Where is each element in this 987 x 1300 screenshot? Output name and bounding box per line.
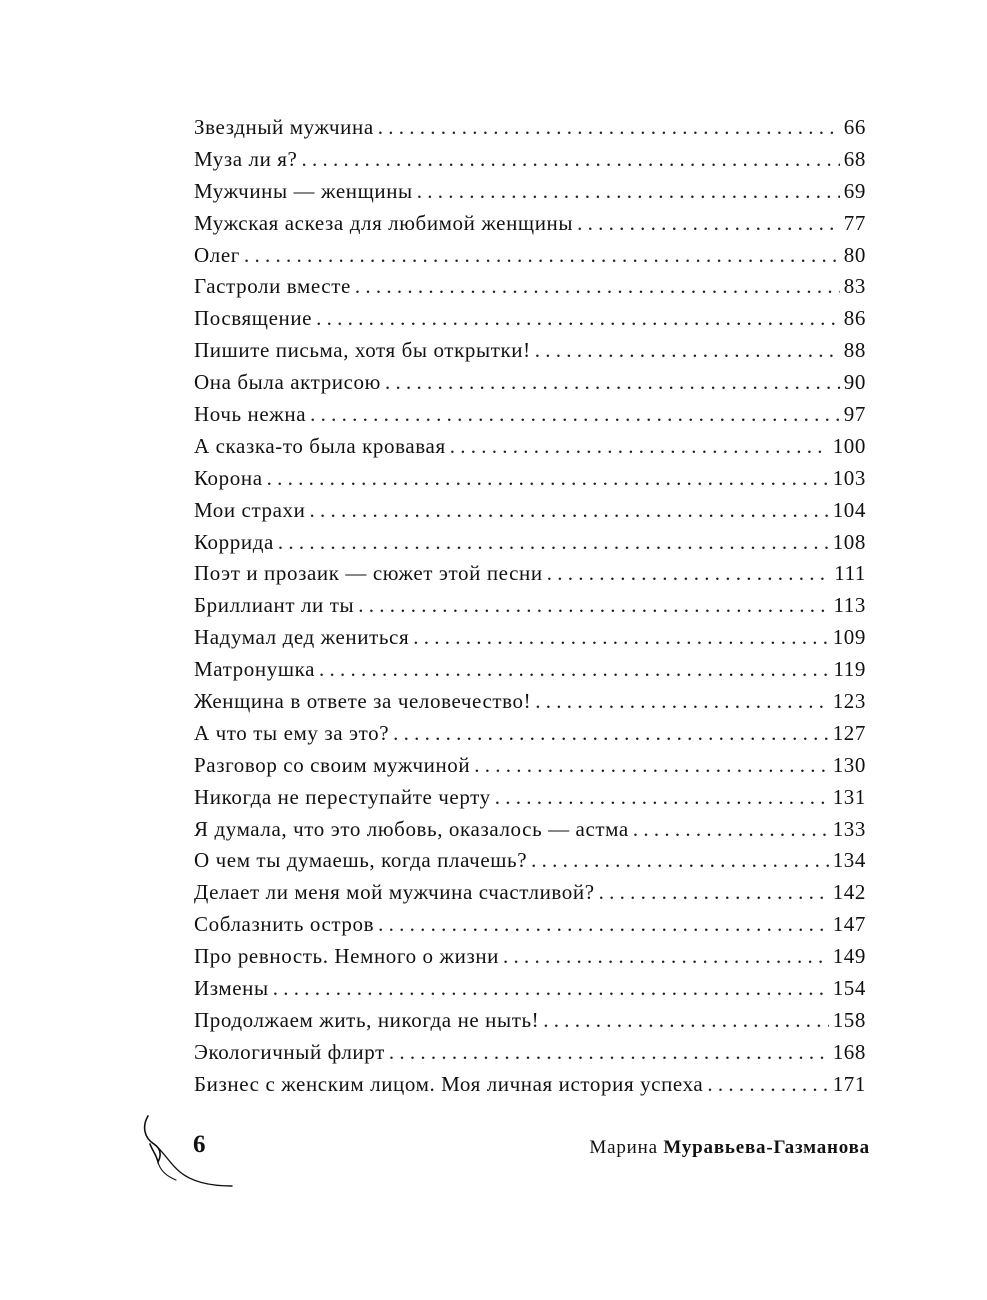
toc-entry-leader-dots [355,271,840,303]
toc-entry-page-number: 171 [832,1071,866,1096]
toc-entry-leader-dots [358,590,829,622]
toc-entry [194,367,866,399]
toc-entry [194,399,866,431]
toc-entry-title: О чем ты думаешь, когда плачешь? [194,848,528,873]
toc-entry [194,527,866,559]
toc-entry [194,271,866,303]
toc-entry-leader-dots [378,112,840,144]
toc-entry [194,176,866,208]
toc-entry-page-number: 142 [832,880,866,905]
toc-entry-title: Делает ли меня мой мужчина счастливой? [194,880,595,905]
toc-entry-leader-dots [278,527,829,559]
toc-entry-leader-dots [244,240,840,272]
toc-entry [194,845,866,877]
toc-entry-page-number: 100 [832,433,866,458]
toc-entry-leader-dots [503,941,829,973]
toc-entry-page-number: 90 [843,370,866,395]
toc-entry-leader-dots [474,750,828,782]
toc-entry-leader-dots [577,208,840,240]
toc-entry-page-number: 104 [832,497,866,522]
toc-entry [194,208,866,240]
toc-entry-leader-dots [535,686,828,718]
toc-entry-page-number: 133 [832,816,866,841]
toc-entry-page-number: 130 [832,752,866,777]
toc-entry-page-number: 131 [832,784,866,809]
toc-entry [194,144,866,176]
toc-entry-title: Коррида [194,529,274,554]
toc-entry-page-number: 108 [832,529,866,554]
toc-entry-leader-dots [707,1069,828,1101]
toc-entry-page-number: 77 [843,210,866,235]
toc-entry [194,750,866,782]
toc-entry-leader-dots [301,144,839,176]
toc-entry-title: Разговор со своим мужчиной [194,752,471,777]
toc-entry [194,877,866,909]
toc-entry-page-number: 68 [843,146,866,171]
toc-entry [194,718,866,750]
toc-entry-page-number: 80 [843,242,866,267]
toc-entry-title: Олег [194,242,240,267]
toc-entry [194,303,866,335]
author-last-name: Муравьева-Газманова [663,1137,870,1158]
toc-entry-title: А что ты ему за это? [194,720,390,745]
toc-entry [194,1037,866,1069]
toc-entry-page-number: 66 [843,115,866,139]
toc-entry [194,431,866,463]
toc-entry [194,112,866,144]
toc-entry-page-number: 134 [832,848,866,873]
toc-entry-title: Муза ли я? [194,146,298,171]
page-footer [140,1110,870,1190]
toc-entry [194,782,866,814]
toc-entry-page-number: 83 [843,274,866,299]
toc-entry-title: Мужская аскеза для любимой женщины [194,210,574,235]
toc-entry-page-number: 147 [832,912,866,937]
toc-entry-leader-dots [417,176,840,208]
toc-entry [194,590,866,622]
toc-entry-title: Продолжаем жить, никогда не ныть! [194,1007,540,1032]
toc-entry-title: Матронушка [194,657,315,682]
author-first-name: Марина [589,1137,658,1158]
toc-entry [194,240,866,272]
toc-entry-title: Звездный мужчина [194,115,374,139]
toc-entry [194,686,866,718]
toc-entry-leader-dots [633,814,829,846]
toc-entry-page-number: 69 [843,178,866,203]
toc-entry [194,1069,866,1101]
toc-entry-title: А сказка-то была кровавая [194,433,446,458]
toc-entry-leader-dots [378,909,829,941]
swirl-ornament-icon [140,1110,240,1190]
toc-entry-title: Я думала, что это любовь, оказалось — астма [194,816,629,841]
toc-entry-page-number: 123 [832,689,866,714]
toc-entry [194,814,866,846]
toc-entry [194,941,866,973]
toc-entry-title: Посвящение [194,306,313,331]
toc-entry [194,558,866,590]
toc-entry-leader-dots [543,1005,828,1037]
toc-entry-leader-dots [450,431,829,463]
toc-entry-page-number: 113 [833,593,866,618]
toc-entry-title: Бриллиант ли ты [194,593,355,618]
toc-entry-leader-dots [319,654,829,686]
toc-entry-leader-dots [310,399,840,431]
toc-entry [194,654,866,686]
toc-entry-leader-dots [535,335,840,367]
toc-entry-title: Пишите письма, хотя бы открытки! [194,338,531,363]
toc-entry-title: Ночь нежна [194,402,307,427]
toc-entry-page-number: 103 [832,465,866,490]
toc-entry-title: Она была актрисою [194,370,381,395]
toc-entry-title: Соблазнить остров [194,912,375,937]
toc-entry-leader-dots [389,1037,829,1069]
toc-entry [194,973,866,1005]
toc-entry [194,335,866,367]
toc-entry-page-number: 158 [832,1007,866,1032]
toc-entry-leader-dots [413,622,828,654]
toc-entry-page-number: 88 [843,338,866,363]
toc-entry-leader-dots [599,877,829,909]
toc-entry-leader-dots [316,303,840,335]
toc-entry [194,495,866,527]
page-number: 6 [193,1131,206,1158]
toc-entry [194,463,866,495]
toc-entry-page-number: 149 [832,944,866,969]
toc-entry-title: Женщина в ответе за человечество! [194,689,532,714]
toc-entry-title: Измены [194,976,269,1001]
toc-entry-leader-dots [393,718,829,750]
toc-entry-page-number: 154 [832,976,866,1001]
toc-entry-title: Экологичный флирт [194,1039,385,1064]
toc-entry-title: Поэт и прозаик — сюжет этой песни [194,561,543,586]
toc-entry [194,909,866,941]
toc-entry-page-number: 119 [833,657,866,682]
toc-entry [194,1005,866,1037]
toc-entry [194,622,866,654]
toc-entry-page-number: 111 [834,561,866,586]
toc-entry-title: Корона [194,465,263,490]
toc-entry-page-number: 127 [832,720,866,745]
toc-entry-leader-dots [547,558,831,590]
toc-entry-leader-dots [273,973,829,1005]
toc-entry-title: Никогда не переступайте черту [194,784,491,809]
toc-entry-leader-dots [385,367,840,399]
toc-entry-leader-dots [267,463,829,495]
toc-entry-page-number: 97 [843,402,866,427]
toc-entry-leader-dots [531,845,829,877]
toc-entry-title: Мои страхи [194,497,306,522]
toc-entry-title: Бизнес с женским лицом. Моя личная история успеха [194,1071,704,1096]
toc-entry-title: Про ревность. Немного о жизни [194,944,500,969]
toc-entry-leader-dots [309,495,828,527]
toc-entry-title: Гастроли вместе [194,274,351,299]
author-name [589,1137,870,1159]
toc-entry-page-number: 168 [832,1039,866,1064]
table-of-contents [194,112,866,1101]
toc-entry-title: Мужчины — женщины [194,178,413,203]
toc-entry-leader-dots [495,782,829,814]
toc-entry-page-number: 109 [832,625,866,650]
toc-entry-page-number: 86 [843,306,866,331]
toc-entry-title: Надумал дед жениться [194,625,410,650]
